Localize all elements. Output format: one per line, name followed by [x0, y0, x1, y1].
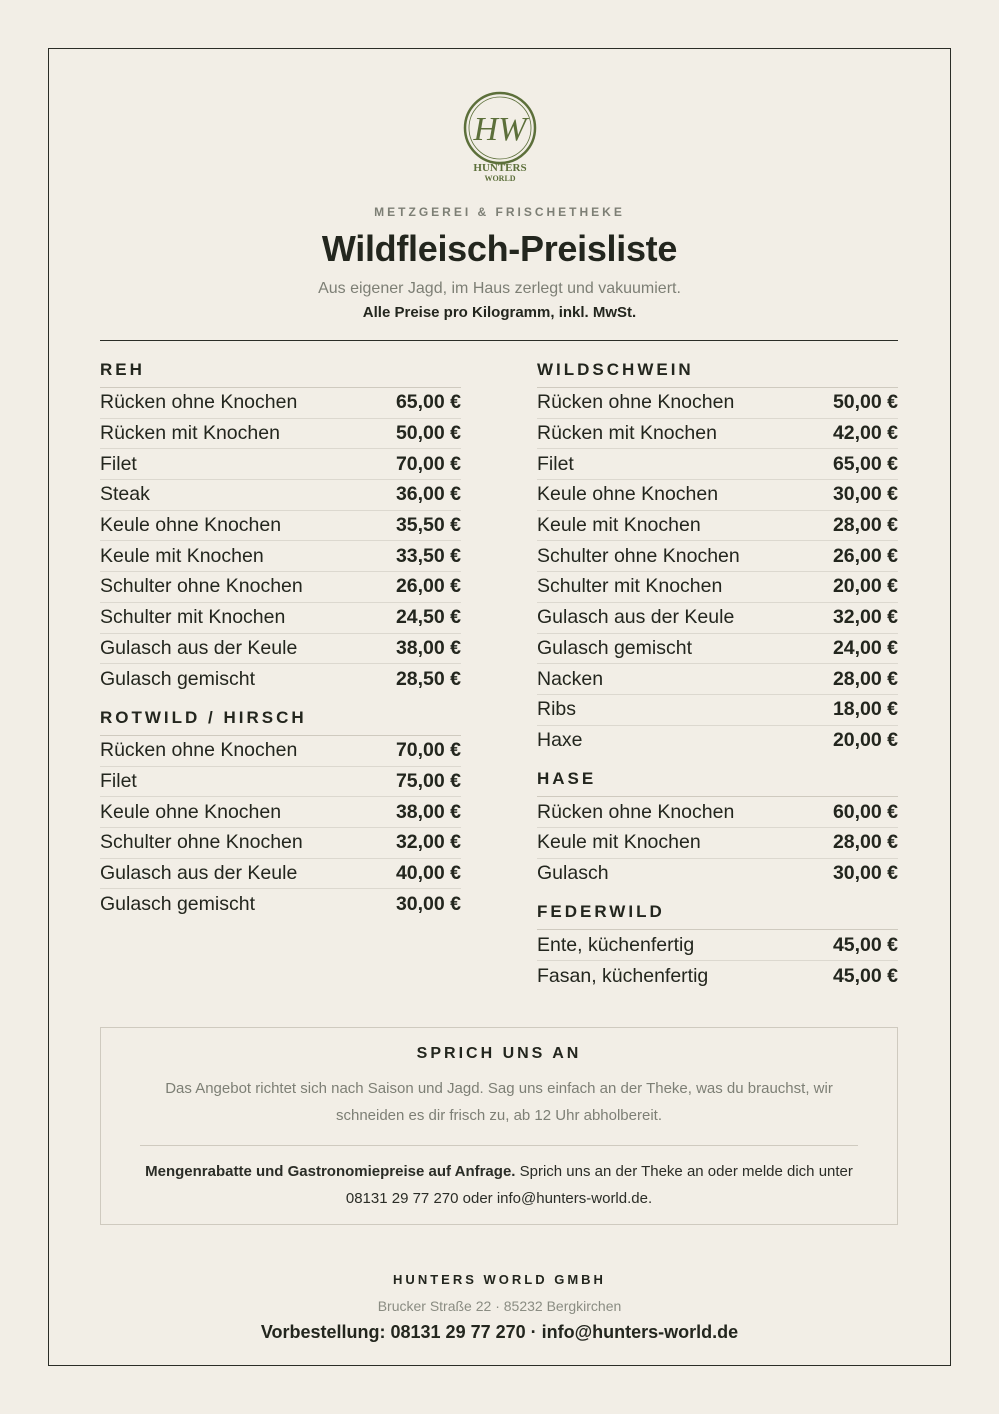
info-box-cta: [139, 1158, 859, 1212]
price-row: [100, 736, 461, 767]
item-price: 18,00 €: [832, 698, 898, 721]
section-wildschwein: [537, 358, 898, 756]
item-name: Rücken ohne Knochen: [100, 391, 298, 414]
item-price: 26,00 €: [395, 575, 461, 598]
price-row: [100, 480, 461, 511]
item-price: 28,00 €: [832, 514, 898, 537]
item-name: Gulasch gemischt: [100, 893, 255, 916]
item-name: Schulter mit Knochen: [100, 606, 286, 629]
item-price: 36,00 €: [395, 483, 461, 506]
item-price: 28,00 €: [832, 831, 898, 854]
price-row: [100, 419, 461, 450]
section-title: WILDSCHWEIN: [537, 358, 898, 388]
item-price: 70,00 €: [395, 452, 461, 475]
item-price: 30,00 €: [395, 893, 461, 916]
price-row: [537, 572, 898, 603]
info-box: [100, 1027, 898, 1225]
info-box-divider: [140, 1145, 858, 1146]
price-row: [537, 859, 898, 890]
item-name: Filet: [100, 452, 137, 475]
item-price: 28,50 €: [395, 668, 461, 691]
item-price: 30,00 €: [832, 483, 898, 506]
price-row: [537, 797, 898, 828]
price-row: [537, 511, 898, 542]
item-price: 65,00 €: [395, 391, 461, 414]
item-price: 65,00 €: [832, 452, 898, 475]
price-row: [100, 603, 461, 634]
item-name: Rücken mit Knochen: [100, 422, 280, 445]
price-row: [537, 726, 898, 757]
divider: [100, 340, 898, 341]
item-price: 24,00 €: [832, 636, 898, 659]
price-row: [537, 603, 898, 634]
price-row: [537, 664, 898, 695]
svg-text:HUNTERS: HUNTERS: [473, 162, 527, 174]
item-price: 50,00 €: [395, 422, 461, 445]
item-name: Schulter ohne Knochen: [100, 575, 303, 598]
item-name: Schulter mit Knochen: [537, 575, 723, 598]
item-name: Ente, küchenfertig: [537, 933, 695, 956]
item-name: Keule mit Knochen: [537, 831, 701, 854]
item-name: Gulasch: [537, 862, 609, 885]
price-row: [100, 664, 461, 695]
item-name: Schulter ohne Knochen: [100, 831, 303, 854]
item-name: Rücken ohne Knochen: [537, 800, 735, 823]
item-name: Nacken: [537, 667, 604, 690]
section-title: HASE: [537, 767, 898, 797]
item-price: 45,00 €: [832, 933, 898, 956]
item-name: Rücken ohne Knochen: [100, 739, 298, 762]
price-row: [537, 541, 898, 572]
info-box-text: Das Angebot richtet sich nach Saison und Jagd. Sag uns einfach an der Theke, was du brauchst, wir schneiden es dir frisch zu, ab 12 Uhr abholbereit.: [165, 1080, 833, 1124]
svg-text:WORLD: WORLD: [484, 174, 516, 183]
intro-text: Aus eigener Jagd, im Haus zerlegt und vakuumiert.: [318, 280, 681, 297]
section-reh: [100, 358, 461, 695]
price-row: [100, 449, 461, 480]
item-price: 30,00 €: [832, 862, 898, 885]
price-row: [100, 859, 461, 890]
price-row: [537, 695, 898, 726]
item-name: Gulasch aus der Keule: [100, 861, 298, 884]
item-price: 33,50 €: [395, 544, 461, 567]
svg-text:HW: HW: [473, 111, 527, 148]
item-price: 24,50 €: [395, 606, 461, 629]
hunters-world-logo: [459, 90, 541, 186]
item-price: 38,00 €: [395, 636, 461, 659]
price-column-right: [537, 358, 898, 1003]
item-name: Keule ohne Knochen: [100, 514, 282, 537]
item-name: Schulter ohne Knochen: [537, 544, 740, 567]
item-price: 42,00 €: [832, 422, 898, 445]
price-row: [100, 634, 461, 665]
item-price: 32,00 €: [395, 831, 461, 854]
kicker: METZGEREI & FRISCHETHEKE: [374, 205, 625, 219]
price-row: [537, 634, 898, 665]
cta-text: Sprich uns an der Theke an oder melde dich unter 08131 29 77 270 oder info@hunters-world.de.: [345, 1163, 853, 1207]
item-name: Steak: [100, 483, 150, 506]
price-row: [100, 388, 461, 419]
item-name: Ribs: [537, 698, 577, 721]
item-price: 50,00 €: [832, 391, 898, 414]
section-federwild: [537, 900, 898, 991]
price-row: [537, 449, 898, 480]
section-title: FEDERWILD: [537, 900, 898, 930]
item-price: 32,00 €: [832, 606, 898, 629]
item-name: Gulasch aus der Keule: [537, 606, 735, 629]
section-hase: [537, 767, 898, 889]
footer-address: Brucker Straße 22 · 85232 Bergkirchen: [377, 1298, 622, 1314]
item-price: 40,00 €: [395, 861, 461, 884]
cta-bold: Mengenrabatte und Gastronomiepreise auf Anfrage.: [145, 1163, 516, 1180]
item-name: Keule ohne Knochen: [100, 800, 282, 823]
price-row: [537, 961, 898, 992]
item-price: 35,50 €: [395, 514, 461, 537]
price-row: [100, 797, 461, 828]
price-row: [537, 828, 898, 859]
item-price: 45,00 €: [832, 964, 898, 987]
price-row: [100, 541, 461, 572]
item-price: 38,00 €: [395, 800, 461, 823]
section-rotwild: [100, 706, 461, 920]
item-name: Fasan, küchenfertig: [537, 964, 709, 987]
price-row: [100, 828, 461, 859]
price-row: [537, 480, 898, 511]
item-price: 20,00 €: [832, 729, 898, 752]
item-price: 20,00 €: [832, 575, 898, 598]
item-name: Keule mit Knochen: [100, 544, 264, 567]
price-row: [100, 889, 461, 920]
item-name: Gulasch aus der Keule: [100, 636, 298, 659]
price-row: [537, 419, 898, 450]
price-row: [100, 572, 461, 603]
price-column-left: [100, 358, 461, 931]
item-price: 26,00 €: [832, 544, 898, 567]
footer-contact: Vorbestellung: 08131 29 77 270 · info@hunters-world.de: [260, 1322, 739, 1342]
item-name: Gulasch gemischt: [100, 668, 255, 691]
section-title: REH: [100, 358, 461, 388]
price-row: [537, 930, 898, 961]
item-price: 75,00 €: [395, 769, 461, 792]
item-name: Gulasch gemischt: [537, 636, 692, 659]
section-title: ROTWILD / HIRSCH: [100, 706, 461, 736]
item-name: Keule mit Knochen: [537, 514, 701, 537]
item-name: Rücken ohne Knochen: [537, 391, 735, 414]
item-name: Filet: [537, 452, 574, 475]
price-row: [100, 767, 461, 798]
item-name: Rücken mit Knochen: [537, 422, 717, 445]
footer-company: HUNTERS WORLD GMBH: [393, 1272, 606, 1287]
item-price: 28,00 €: [832, 667, 898, 690]
price-row: [100, 511, 461, 542]
item-name: Keule ohne Knochen: [537, 483, 719, 506]
price-note: Alle Preise pro Kilogramm, inkl. MwSt.: [362, 304, 637, 321]
info-box-title: SPRICH UNS AN: [416, 1045, 582, 1062]
item-name: Filet: [100, 769, 137, 792]
page-title: Wildfleisch-Preisliste: [321, 228, 678, 269]
item-price: 60,00 €: [832, 800, 898, 823]
price-row: [537, 388, 898, 419]
item-price: 70,00 €: [395, 739, 461, 762]
item-name: Haxe: [537, 729, 583, 752]
